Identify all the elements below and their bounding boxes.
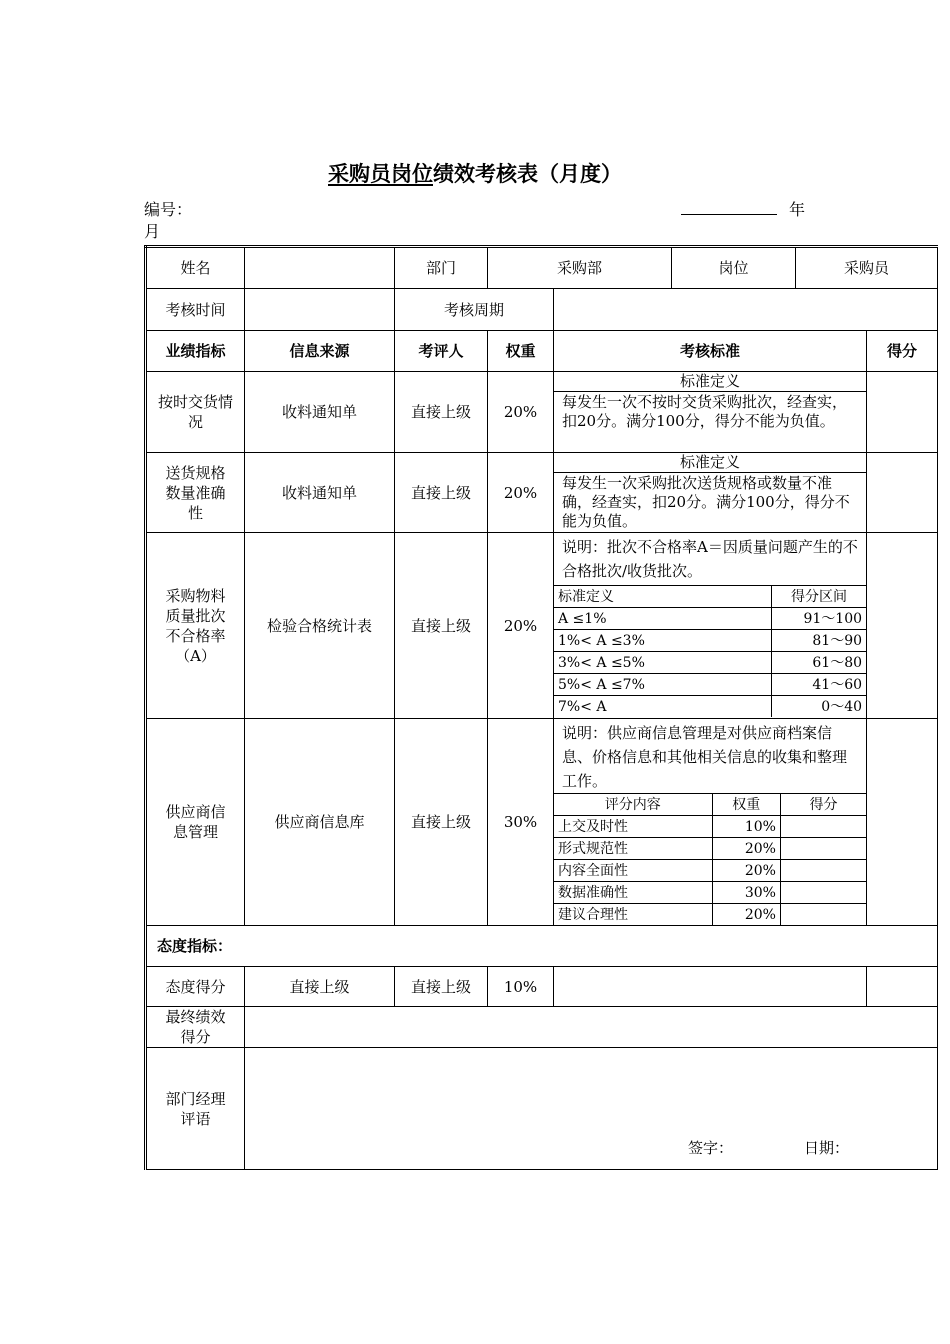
scoring-content-row (554, 860, 866, 882)
year-label: 年 (789, 200, 806, 219)
post-label: 岗位 (672, 247, 796, 289)
criteria-head: 标准定义 (554, 453, 866, 473)
item-indicator: 采购物料质量批次不合格率（A） (146, 533, 245, 719)
item-criteria-cell (554, 533, 867, 719)
content-name: 数据准确性 (554, 882, 712, 904)
score-range-row (554, 608, 866, 630)
item-row-quality (146, 533, 938, 719)
item-row-supplier-info (146, 719, 938, 926)
col-score: 得分 (780, 794, 866, 816)
score-range-row (554, 696, 866, 718)
item-weight: 20% (488, 453, 554, 533)
header-source: 信息来源 (245, 331, 395, 372)
content-weight: 20% (712, 904, 780, 926)
info-row-2 (146, 289, 938, 331)
date-label: 日期： (804, 1139, 850, 1157)
score-range-row (554, 674, 866, 696)
content-name: 形式规范性 (554, 838, 712, 860)
content-weight: 20% (712, 838, 780, 860)
criteria-block (554, 453, 866, 532)
criteria-note: 说明：批次不合格率A＝因质量问题产生的不合格批次/收货批次。 (562, 538, 858, 580)
attitude-assessor: 直接上级 (395, 967, 488, 1007)
score-range-row (554, 630, 866, 652)
period-value-cell (554, 289, 938, 331)
item-score-cell (867, 719, 938, 926)
scoring-content-table (554, 793, 866, 925)
content-name: 内容全面性 (554, 860, 712, 882)
item-assessor: 直接上级 (395, 372, 488, 453)
content-weight: 20% (712, 860, 780, 882)
score-range-header (554, 586, 866, 608)
item-criteria-cell (554, 372, 867, 453)
header-weight: 权重 (488, 331, 554, 372)
content-weight: 10% (712, 816, 780, 838)
scoring-content-row (554, 816, 866, 838)
info-row-1 (146, 247, 938, 289)
item-weight: 30% (488, 719, 554, 926)
criteria-text: 每发生一次采购批次送货规格或数量不准确，经查实，扣20分。满分100分，得分不能为负值。 (562, 474, 850, 530)
attitude-score-cell (867, 967, 938, 1007)
criteria-note: 说明：供应商信息管理是对供应商档案信息、价格信息和其他相关信息的收集和整理工作。 (562, 724, 848, 790)
header-assessor: 考评人 (395, 331, 488, 372)
item-indicator: 送货规格数量准确性 (146, 453, 245, 533)
header-score: 得分 (867, 331, 938, 372)
score-range-row (554, 652, 866, 674)
item-weight: 20% (488, 372, 554, 453)
dept-label: 部门 (395, 247, 488, 289)
item-criteria-cell (554, 453, 867, 533)
time-label: 考核时间 (146, 289, 245, 331)
content-score (780, 882, 866, 904)
final-score-row (146, 1007, 938, 1048)
time-value-cell (245, 289, 395, 331)
date-blank-line (681, 214, 777, 215)
col-weight: 权重 (712, 794, 780, 816)
month-label: 月 (144, 222, 161, 241)
criteria-text: 每发生一次不按时交货采购批次，经查实，扣20分。满分100分，得分不能为负值。 (562, 393, 848, 430)
attitude-row (146, 967, 938, 1007)
item-score-cell (867, 453, 938, 533)
manager-comment-label: 部门经理评语 (146, 1048, 245, 1170)
range-condition: A ≤1% (554, 608, 771, 630)
scoring-content-row (554, 838, 866, 860)
col-range: 得分区间 (771, 586, 866, 608)
attitude-section-row (146, 926, 938, 967)
attitude-source: 直接上级 (245, 967, 395, 1007)
range-condition: 5%< A ≤7% (554, 674, 771, 696)
final-score-label: 最终绩效得分 (146, 1007, 245, 1048)
dept-value: 采购部 (488, 247, 672, 289)
content-score (780, 860, 866, 882)
assessment-table-wrap (144, 245, 936, 1168)
range-score: 61～80 (771, 652, 866, 674)
item-indicator: 按时交货情况 (146, 372, 245, 453)
item-assessor: 直接上级 (395, 453, 488, 533)
content-score (780, 904, 866, 926)
number-label: 编号： (144, 200, 193, 219)
scoring-content-row (554, 904, 866, 926)
item-source: 收料通知单 (245, 453, 395, 533)
item-source: 供应商信息库 (245, 719, 395, 926)
score-range-table (554, 585, 866, 717)
title-rest: 绩效考核表（月度） (433, 162, 622, 186)
item-score-cell (867, 372, 938, 453)
item-source: 检验合格统计表 (245, 533, 395, 719)
attitude-weight: 10% (488, 967, 554, 1007)
post-value: 采购员 (796, 247, 938, 289)
scoring-content-row (554, 882, 866, 904)
item-row-accuracy (146, 453, 938, 533)
attitude-section-title: 态度指标： (146, 926, 938, 967)
criteria-head: 标准定义 (554, 372, 866, 392)
range-condition: 7%< A (554, 696, 771, 718)
range-score: 41～60 (771, 674, 866, 696)
content-name: 上交及时性 (554, 816, 712, 838)
item-source: 收料通知单 (245, 372, 395, 453)
content-weight: 30% (712, 882, 780, 904)
col-content: 评分内容 (554, 794, 712, 816)
header-row (146, 331, 938, 372)
signature-label: 签字： (688, 1139, 734, 1157)
final-score-value-cell (245, 1007, 938, 1048)
page-title (0, 158, 950, 188)
col-standard: 标准定义 (554, 586, 771, 608)
assessment-table (144, 245, 938, 1170)
title-underlined: 采购员岗位 (328, 162, 433, 186)
scoring-content-header (554, 794, 866, 816)
content-score (780, 838, 866, 860)
range-score: 91～100 (771, 608, 866, 630)
attitude-label: 态度得分 (146, 967, 245, 1007)
name-value-cell (245, 247, 395, 289)
range-condition: 3%< A ≤5% (554, 652, 771, 674)
range-score: 0～40 (771, 696, 866, 718)
item-assessor: 直接上级 (395, 719, 488, 926)
range-score: 81～90 (771, 630, 866, 652)
range-condition: 1%< A ≤3% (554, 630, 771, 652)
item-indicator: 供应商信息管理 (146, 719, 245, 926)
item-criteria-cell (554, 719, 867, 926)
content-name: 建议合理性 (554, 904, 712, 926)
header-indicator: 业绩指标 (146, 331, 245, 372)
item-score-cell (867, 533, 938, 719)
item-weight: 20% (488, 533, 554, 719)
item-assessor: 直接上级 (395, 533, 488, 719)
header-criteria: 考核标准 (554, 331, 867, 372)
name-label: 姓名 (146, 247, 245, 289)
item-row-ontime (146, 372, 938, 453)
content-score (780, 816, 866, 838)
criteria-block (554, 372, 866, 452)
attitude-criteria-cell (554, 967, 867, 1007)
period-label: 考核周期 (395, 289, 554, 331)
